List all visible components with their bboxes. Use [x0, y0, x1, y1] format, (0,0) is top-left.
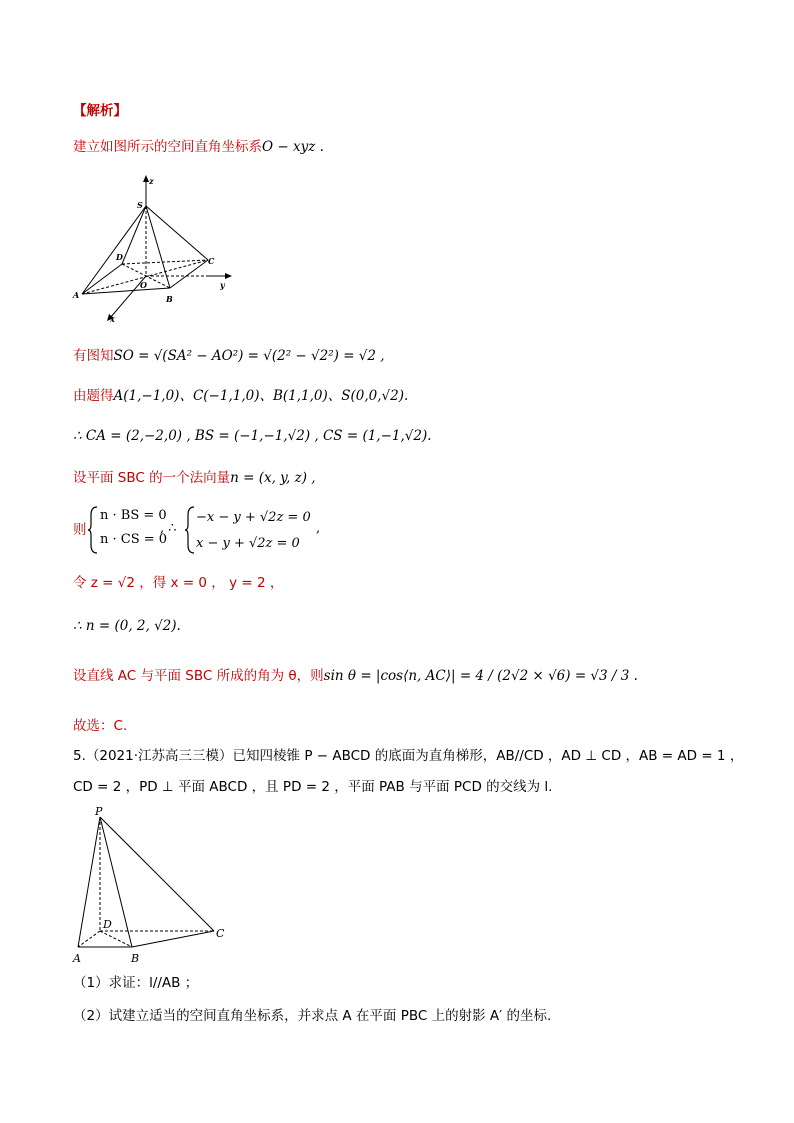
axis-y-label: y: [220, 280, 225, 290]
solution-line-1: [73, 137, 324, 157]
solution-line-9: [73, 666, 638, 686]
point-b-label: B: [166, 294, 173, 304]
fig2-point-c: C: [216, 927, 225, 940]
question-2: （2）试建立适当的空间直角坐标系，并求点 A 在平面 PBC 上的射影 A′ 的坐标.: [73, 1008, 552, 1024]
fig2-point-p: P: [95, 805, 103, 818]
problem5-line-2: CD = 2 ，PD ⊥ 平面 ABCD ，且 PD = 2 ，平面 PAB 与平面 PCD 的交线为 l.: [73, 779, 553, 795]
system1-eq2: n · CS = 0: [100, 532, 168, 547]
point-d-label: D: [116, 252, 123, 262]
axis-z-label: z: [149, 176, 154, 186]
system2-eq2: x − y + √2z = 0: [196, 536, 300, 551]
solution-line-4: [73, 426, 432, 446]
question-1: （1）求证：l//AB ；: [73, 975, 199, 991]
normal-vector-math: n = (x, y, z) ,: [230, 470, 316, 486]
pyramid-figure-2: [70, 805, 240, 970]
point-a-label: A: [73, 290, 80, 300]
l5-text: 设平面 SBC 的一个法向量: [73, 470, 231, 486]
l2-text: 有图知: [73, 348, 114, 364]
left-brace-2: [184, 505, 196, 555]
answer-line: 故选：C.: [73, 718, 128, 734]
left-brace-1: [87, 505, 99, 555]
problem5-line-1: 5.（2021·江苏高三三模）已知四棱锥 P − ABCD 的底面为直角梯形，AB//CD ，AD ⊥ CD ，AB = AD = 1 ，: [73, 748, 744, 764]
solution-line-5: [73, 468, 316, 488]
normal-vector-result: ∴ n = (0, 2, √2).: [73, 618, 181, 634]
point-c-label: C: [208, 256, 215, 266]
solution-line-8: [73, 616, 181, 636]
fig2-point-b: B: [131, 952, 140, 965]
sine-result-math: sin θ = |cos⟨n, AC⟩| = 4 / (2√2 × √6) = √3 / 3 .: [323, 668, 638, 684]
fig2-point-a: A: [73, 952, 81, 965]
axis-x-label: x: [110, 314, 115, 324]
fig2-point-d: D: [103, 918, 112, 931]
l9-text: 设直线 AC 与平面 SBC 所成的角为 θ，则: [73, 668, 324, 684]
solution-line-3: [73, 386, 408, 406]
coordinate-system-math: O − xyz .: [262, 139, 324, 155]
solution-line-6-prefix: 则: [73, 522, 87, 538]
coordinates-math: A(1,−1,0)、C(−1,1,0)、B(1,1,0)、S(0,0,√2).: [113, 388, 409, 404]
system1-eq1: n · BS = 0: [100, 508, 167, 523]
section-title: 【解析】: [73, 103, 127, 119]
pyramid-figure-1: [70, 172, 240, 324]
point-o-label: O: [140, 280, 147, 290]
l3-text: 由题得: [73, 388, 114, 404]
so-length-math: SO = √(SA² − AO²) = √(2² − √2²) = √2 ,: [113, 348, 385, 364]
coordinate-text: 建立如图所示的空间直角坐标系: [73, 139, 262, 155]
system2-eq1: −x − y + √2z = 0: [196, 510, 311, 525]
solution-line-2: [73, 346, 385, 366]
point-s-label: S: [137, 200, 143, 210]
therefore-symbol: , ∴: [160, 521, 177, 536]
solution-line-7: 令 z = √2 ，得 x = 0 ， y = 2 ，: [73, 575, 284, 591]
vectors-math: ∴ CA = (2,−2,0) , BS = (−1,−1,√2) , CS = (1,−1,√2).: [73, 428, 432, 444]
system-comma: ,: [316, 521, 321, 536]
